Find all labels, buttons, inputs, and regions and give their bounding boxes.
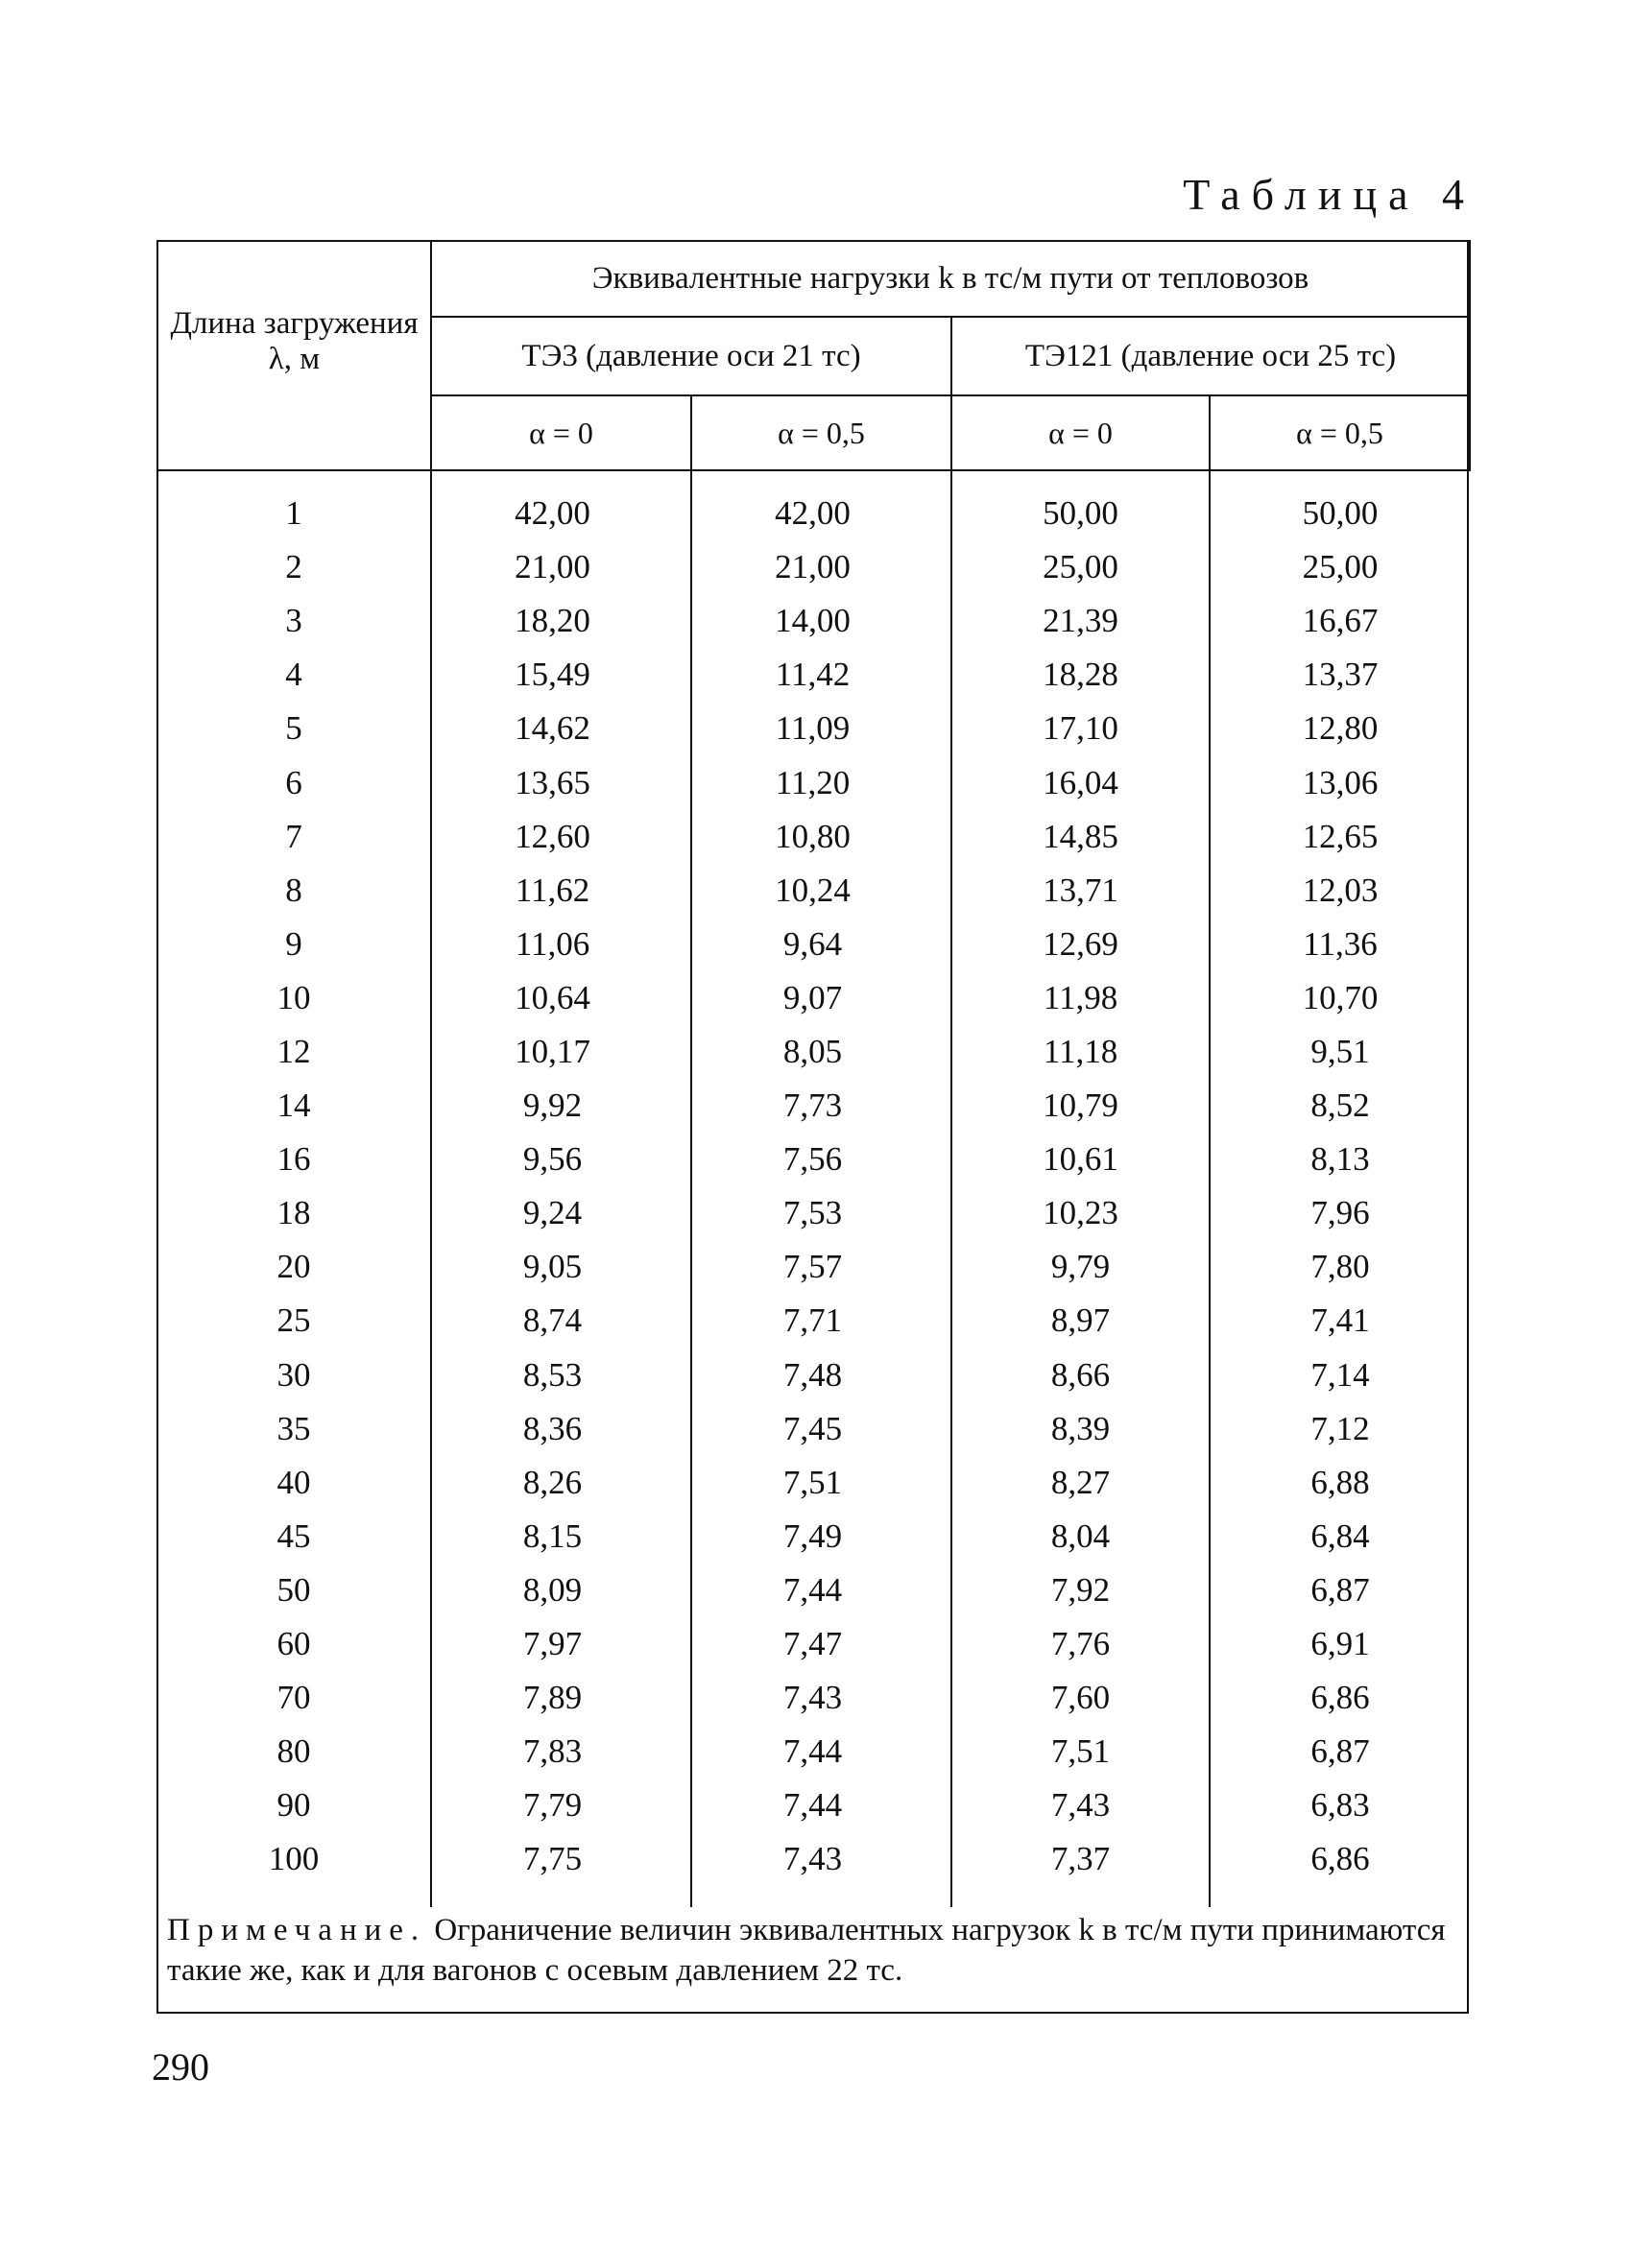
load-value-cell: 9,24 (431, 1186, 691, 1240)
load-value-cell: 10,64 (431, 971, 691, 1025)
length-cell: 50 (276, 1570, 311, 1609)
table-row (157, 971, 1470, 1025)
length-cell: 14 (276, 1086, 311, 1125)
load-value-cell: 7,49 (691, 1510, 951, 1564)
load-value-cell: 7,12 (1210, 1402, 1470, 1456)
load-value-cell: 7,76 (951, 1617, 1210, 1671)
table-note (167, 1910, 1463, 1991)
table-row (157, 918, 1470, 971)
length-cell: 8 (285, 871, 302, 909)
load-value-cell: 50,00 (951, 487, 1210, 540)
load-value-cell: 21,00 (431, 540, 691, 594)
load-value-cell: 10,61 (951, 1133, 1210, 1186)
length-cell: 90 (276, 1786, 311, 1825)
load-value-cell: 7,83 (431, 1725, 691, 1779)
load-value-cell: 7,73 (691, 1079, 951, 1133)
load-value-cell: 6,83 (1210, 1779, 1470, 1832)
length-cell: 9 (285, 924, 302, 963)
table-row (157, 540, 1470, 594)
table-row (157, 755, 1470, 809)
load-table (156, 240, 1471, 1907)
length-cell: 25 (276, 1301, 311, 1340)
table-row (157, 1025, 1470, 1079)
table-row (157, 594, 1470, 648)
load-value-cell: 8,27 (951, 1456, 1210, 1510)
group-header: Эквивалентные нагрузки k в тс/м пути от тепловозов (431, 241, 1470, 317)
load-value-cell: 21,00 (691, 540, 951, 594)
table-row (157, 1294, 1470, 1348)
load-value-cell: 6,88 (1210, 1456, 1470, 1510)
load-value-cell: 11,62 (431, 864, 691, 918)
table-row (157, 864, 1470, 918)
load-value-cell: 8,97 (951, 1294, 1210, 1348)
load-value-cell: 42,00 (431, 487, 691, 540)
loco-header-te3: ТЭ3 (давление оси 21 тс) (431, 317, 951, 395)
load-value-cell: 10,79 (951, 1079, 1210, 1133)
table-row (157, 1564, 1470, 1617)
length-cell: 1 (285, 494, 302, 533)
load-value-cell: 50,00 (1210, 487, 1470, 540)
load-value-cell: 14,00 (691, 594, 951, 648)
note-text: Ограничение величин эквивалентных нагрузок k в тс/м пути принимаются такие же, как и для вагонов с осевым давлением 22 тс. (167, 1913, 1446, 1988)
note-label: Примечание. (167, 1913, 427, 1947)
load-value-cell: 11,36 (1210, 918, 1470, 971)
load-value-cell: 25,00 (1210, 540, 1470, 594)
load-value-cell: 12,80 (1210, 702, 1470, 755)
load-value-cell: 6,86 (1210, 1832, 1470, 1886)
load-value-cell: 14,62 (431, 702, 691, 755)
table-row (157, 702, 1470, 755)
load-value-cell: 16,67 (1210, 594, 1470, 648)
load-value-cell: 8,53 (431, 1349, 691, 1402)
load-value-cell: 12,65 (1210, 810, 1470, 864)
load-value-cell: 8,26 (431, 1456, 691, 1510)
page-number: 290 (152, 2045, 209, 2089)
length-cell: 3 (285, 602, 302, 640)
load-value-cell: 7,43 (691, 1832, 951, 1886)
length-cell: 40 (276, 1463, 311, 1501)
table-caption: Таблица 4 (1183, 170, 1476, 219)
load-value-cell: 9,79 (951, 1240, 1210, 1294)
load-value-cell: 7,92 (951, 1564, 1210, 1617)
table-row (157, 648, 1470, 702)
load-value-cell: 12,03 (1210, 864, 1470, 918)
load-value-cell: 11,09 (691, 702, 951, 755)
load-value-cell: 13,37 (1210, 648, 1470, 702)
load-value-cell: 13,65 (431, 755, 691, 809)
load-value-cell: 6,87 (1210, 1564, 1470, 1617)
table-row (157, 1832, 1470, 1886)
length-cell: 45 (276, 1516, 311, 1555)
load-value-cell: 7,79 (431, 1779, 691, 1832)
load-value-cell: 9,07 (691, 971, 951, 1025)
load-value-cell: 18,20 (431, 594, 691, 648)
load-value-cell: 7,43 (951, 1779, 1210, 1832)
table-row (157, 1725, 1470, 1779)
load-value-cell: 7,37 (951, 1832, 1210, 1886)
alpha-header: α = 0,5 (1210, 395, 1470, 470)
load-value-cell: 7,96 (1210, 1186, 1470, 1240)
load-value-cell: 7,53 (691, 1186, 951, 1240)
load-value-cell: 10,17 (431, 1025, 691, 1079)
load-value-cell: 9,92 (431, 1079, 691, 1133)
load-value-cell: 12,60 (431, 810, 691, 864)
length-cell: 70 (276, 1679, 311, 1717)
load-value-cell: 7,57 (691, 1240, 951, 1294)
alpha-header: α = 0,5 (691, 395, 951, 470)
load-value-cell: 7,45 (691, 1402, 951, 1456)
load-value-cell: 7,14 (1210, 1349, 1470, 1402)
load-value-cell: 8,15 (431, 1510, 691, 1564)
table-row (157, 1079, 1470, 1133)
load-value-cell: 6,87 (1210, 1725, 1470, 1779)
load-value-cell: 7,71 (691, 1294, 951, 1348)
table-row (157, 1456, 1470, 1510)
length-cell: 12 (276, 1032, 311, 1070)
load-value-cell: 7,44 (691, 1725, 951, 1779)
load-value-cell: 7,51 (951, 1725, 1210, 1779)
load-value-cell: 7,48 (691, 1349, 951, 1402)
length-cell: 20 (276, 1248, 311, 1286)
load-value-cell: 17,10 (951, 702, 1210, 755)
table-row (157, 1186, 1470, 1240)
load-value-cell: 7,56 (691, 1133, 951, 1186)
load-value-cell: 8,13 (1210, 1133, 1470, 1186)
table-row (157, 487, 1470, 540)
length-cell: 5 (285, 709, 302, 748)
load-value-cell: 21,39 (951, 594, 1210, 648)
length-cell: 100 (268, 1840, 320, 1878)
load-value-cell: 25,00 (951, 540, 1210, 594)
load-value-cell: 7,41 (1210, 1294, 1470, 1348)
load-value-cell: 7,47 (691, 1617, 951, 1671)
table-row (157, 810, 1470, 864)
load-value-cell: 13,71 (951, 864, 1210, 918)
load-value-cell: 7,60 (951, 1671, 1210, 1725)
load-value-cell: 10,24 (691, 864, 951, 918)
load-value-cell: 12,69 (951, 918, 1210, 971)
load-value-cell: 14,85 (951, 810, 1210, 864)
length-cell: 35 (276, 1409, 311, 1447)
length-cell: 2 (285, 548, 302, 586)
load-value-cell: 42,00 (691, 487, 951, 540)
load-value-cell: 8,74 (431, 1294, 691, 1348)
length-cell: 6 (285, 763, 302, 801)
alpha-header: α = 0 (431, 395, 691, 470)
length-cell: 60 (276, 1625, 311, 1663)
load-value-cell: 7,44 (691, 1564, 951, 1617)
length-cell: 18 (276, 1194, 311, 1232)
load-value-cell: 9,05 (431, 1240, 691, 1294)
load-value-cell: 13,06 (1210, 755, 1470, 809)
load-value-cell: 11,20 (691, 755, 951, 809)
loco-header-te121: ТЭ121 (давление оси 25 тс) (951, 317, 1470, 395)
table-row (157, 1133, 1470, 1186)
load-value-cell: 8,36 (431, 1402, 691, 1456)
load-value-cell: 8,52 (1210, 1079, 1470, 1133)
load-value-cell: 15,49 (431, 648, 691, 702)
length-cell: 16 (276, 1140, 311, 1179)
load-value-cell: 10,23 (951, 1186, 1210, 1240)
length-cell: 10 (276, 978, 311, 1016)
table-row (157, 1510, 1470, 1564)
table-row (157, 1240, 1470, 1294)
table-row (157, 1402, 1470, 1456)
length-header: Длина загружения λ, м (157, 241, 431, 470)
load-value-cell: 16,04 (951, 755, 1210, 809)
load-value-cell: 7,44 (691, 1779, 951, 1832)
table-row (157, 1349, 1470, 1402)
load-value-cell: 11,42 (691, 648, 951, 702)
load-value-cell: 10,70 (1210, 971, 1470, 1025)
load-value-cell: 11,98 (951, 971, 1210, 1025)
length-cell: 30 (276, 1355, 311, 1394)
load-value-cell: 10,80 (691, 810, 951, 864)
load-value-cell: 7,43 (691, 1671, 951, 1725)
length-cell: 80 (276, 1732, 311, 1771)
load-value-cell: 11,06 (431, 918, 691, 971)
load-value-cell: 9,56 (431, 1133, 691, 1186)
load-value-cell: 7,75 (431, 1832, 691, 1886)
length-cell: 7 (285, 817, 302, 855)
table-row (157, 1779, 1470, 1832)
load-value-cell: 7,89 (431, 1671, 691, 1725)
length-cell: 4 (285, 656, 302, 694)
load-value-cell: 9,51 (1210, 1025, 1470, 1079)
table-row (157, 1617, 1470, 1671)
load-value-cell: 8,09 (431, 1564, 691, 1617)
load-value-cell: 7,51 (691, 1456, 951, 1510)
load-value-cell: 6,91 (1210, 1617, 1470, 1671)
alpha-header: α = 0 (951, 395, 1210, 470)
load-value-cell: 8,66 (951, 1349, 1210, 1402)
load-value-cell: 9,64 (691, 918, 951, 971)
load-value-cell: 8,05 (691, 1025, 951, 1079)
table-row (157, 1671, 1470, 1725)
load-value-cell: 8,39 (951, 1402, 1210, 1456)
load-value-cell: 7,80 (1210, 1240, 1470, 1294)
load-value-cell: 6,86 (1210, 1671, 1470, 1725)
load-value-cell: 7,97 (431, 1617, 691, 1671)
load-value-cell: 8,04 (951, 1510, 1210, 1564)
load-value-cell: 6,84 (1210, 1510, 1470, 1564)
load-value-cell: 18,28 (951, 648, 1210, 702)
load-value-cell: 11,18 (951, 1025, 1210, 1079)
